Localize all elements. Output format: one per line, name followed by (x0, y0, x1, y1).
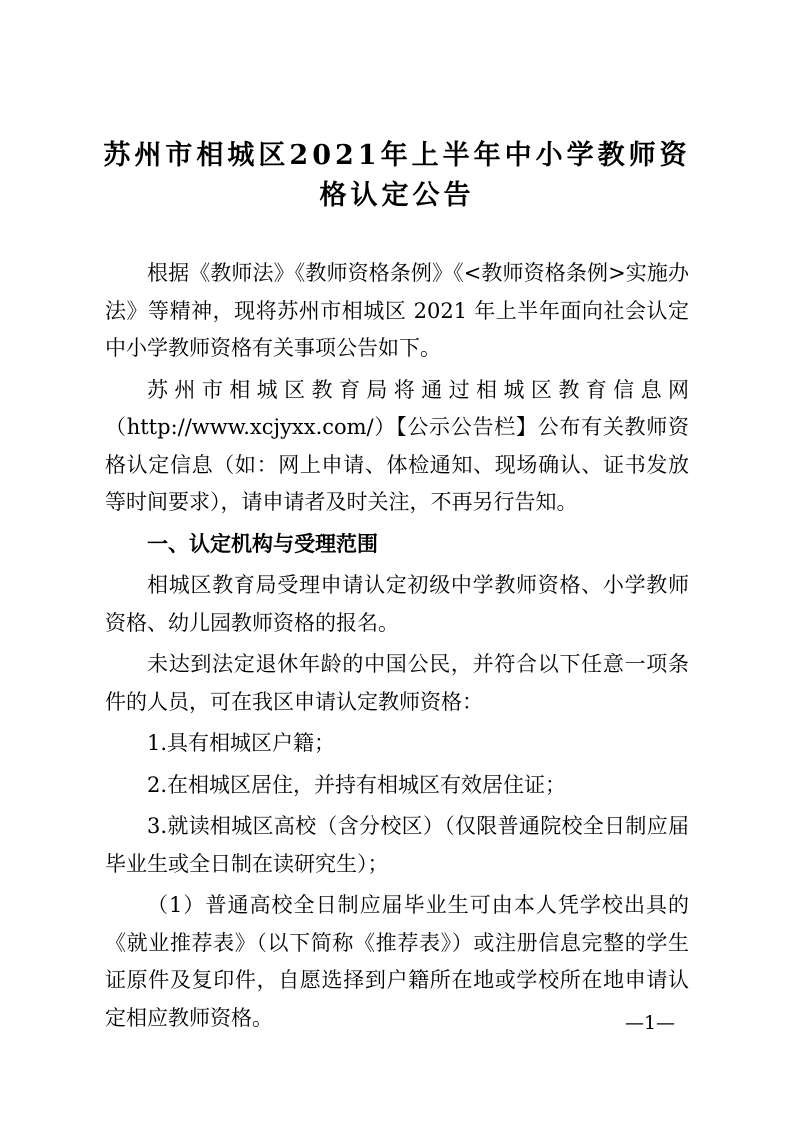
paragraph-website-notice: 苏州市相城区教育局将通过相城区教育信息网（http://www.xcjyxx.com/）【公示公告栏】公布有关教师资格认定信息（如：网上申请、体检通知、现场确认、证书发放等时间要求），请申请者及时关注，不再另行告知。 (105, 377, 689, 514)
document-body (105, 255, 689, 1037)
paragraph-scope: 相城区教育局受理申请认定初级中学教师资格、小学教师资格、幼儿园教师资格的报名。 (105, 573, 689, 635)
paragraph-eligibility: 未达到法定退休年龄的中国公民，并符合以下任意一项条件的人员，可在我区申请认定教师资格： (105, 652, 689, 714)
list-item-condition-2: 2.在相城区居住，并持有相城区有效居住证； (147, 772, 567, 797)
page-number: —1— (624, 1012, 676, 1034)
section-heading-1: 一、认定机构与受理范围 (147, 531, 378, 556)
paragraph-intro: 根据《教师法》《教师资格条例》《<教师资格条例>实施办法》等精神，现将苏州市相城区 2021 年上半年面向社会认定中小学教师资格有关事项公告如下。 (105, 261, 689, 360)
document-title: 苏州市相城区2021年上半年中小学教师资格认定公告 (103, 140, 691, 211)
sub-item-graduates: （1）普通高校全日制应届毕业生可由本人凭学校出具的《就业推荐表》（以下简称《推荐表》）或注册信息完整的学生证原件及复印件，自愿选择到户籍所在地或学校所在地申请认定相应教师资格。 (105, 893, 689, 1030)
list-item-condition-3: 3.就读相城区高校（含分校区）（仅限普通院校全日制应届毕业生或全日制在读研究生）； (105, 814, 689, 876)
list-item-condition-1: 1.具有相城区户籍； (147, 731, 336, 755)
